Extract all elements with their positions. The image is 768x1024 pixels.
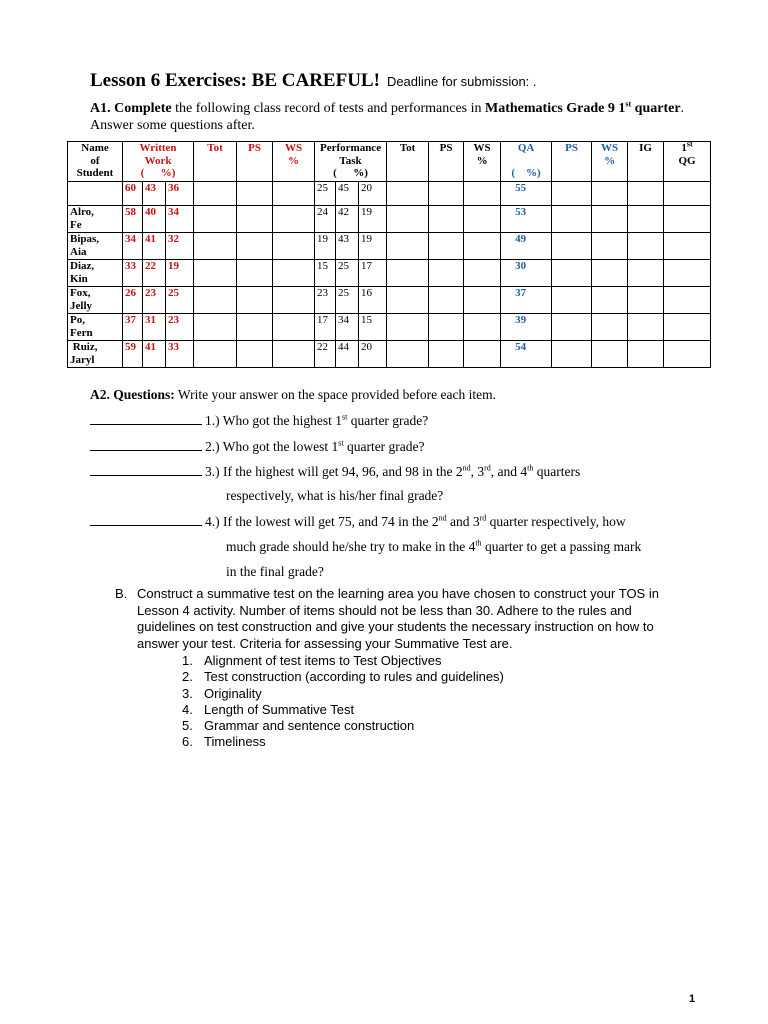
cell-pt: 34 — [336, 314, 359, 341]
question-4: 4.) If the lowest will get 75, and 74 in the 2nd and 3rd quarter respectively, how — [90, 513, 626, 530]
cell-pt: 25 — [336, 287, 359, 314]
part-b-label: B. — [115, 586, 128, 601]
cell-ww: 23 — [143, 287, 166, 314]
a1-quarter: quarter — [634, 101, 681, 116]
cell-empty — [552, 260, 592, 287]
cell-empty — [237, 233, 273, 260]
cell-empty — [273, 314, 315, 341]
cell-empty — [664, 287, 711, 314]
cell-qa: 55 — [501, 182, 552, 206]
cell-empty — [237, 206, 273, 233]
cell-pt: 16 — [359, 287, 387, 314]
cell-ww: 26 — [123, 287, 143, 314]
cell-pt: 22 — [315, 341, 336, 368]
answer-blank-1[interactable] — [90, 412, 202, 425]
list-item: 4. Length of Summative Test — [182, 701, 355, 717]
page-title: Lesson 6 Exercises: BE CAREFUL! — [90, 70, 380, 91]
cell-empty — [464, 314, 501, 341]
cell-ww: 25 — [166, 287, 194, 314]
cell-empty — [429, 341, 464, 368]
header-ps-3: PS — [552, 142, 592, 182]
cell-empty — [592, 287, 628, 314]
part-b — [115, 586, 685, 652]
question-3: 3.) If the highest will get 94, 96, and 98 in the 2nd, 3rd, and 4th quarters — [90, 463, 580, 480]
header-tot: Tot — [194, 142, 237, 182]
cell-empty — [387, 314, 429, 341]
cell-pt: 17 — [315, 314, 336, 341]
a2-heading — [90, 387, 496, 403]
cell-empty — [429, 260, 464, 287]
cell-qa: 37 — [501, 287, 552, 314]
cell-ww: 23 — [166, 314, 194, 341]
cell-empty — [464, 206, 501, 233]
table-row — [68, 260, 711, 287]
cell-empty — [429, 233, 464, 260]
cell-empty — [552, 182, 592, 206]
header-ig: IG — [628, 142, 664, 182]
answer-blank-3[interactable] — [90, 463, 202, 476]
cell-qa: 53 — [501, 206, 552, 233]
list-item: 6. Timeliness — [182, 734, 266, 750]
table-row — [68, 314, 711, 341]
cell-empty — [273, 206, 315, 233]
cell-empty — [237, 260, 273, 287]
cell-empty — [387, 206, 429, 233]
question-3-cont: respectively, what is his/her final grade? — [226, 488, 444, 503]
cell-ww: 33 — [123, 260, 143, 287]
header-qa: QA ( %) — [501, 142, 552, 182]
cell-ww: 58 — [123, 206, 143, 233]
cell-ww: 43 — [143, 182, 166, 206]
question-4-cont-1: much grade should he/she try to make in the 4th quarter to get a passing mark — [226, 538, 642, 554]
header-ws-pct-2: WS % — [464, 142, 501, 182]
table-row — [68, 206, 711, 233]
cell-pt: 42 — [336, 206, 359, 233]
cell-empty — [628, 260, 664, 287]
list-item: 2. Test construction (according to rules and guidelines) — [182, 669, 504, 685]
cell-ww: 32 — [166, 233, 194, 260]
list-item: 1. Alignment of test items to Test Objectives — [182, 653, 442, 668]
cell-empty — [592, 206, 628, 233]
cell-pt: 17 — [359, 260, 387, 287]
table-row-highest — [68, 182, 711, 206]
cell-empty — [273, 341, 315, 368]
cell-ww: 34 — [166, 206, 194, 233]
a2-instruction: Write your answer on the space provided before each item. — [174, 387, 496, 402]
question-2: 2.) Who got the lowest 1st quarter grade? — [90, 438, 425, 455]
cell-ww: 37 — [123, 314, 143, 341]
cell-empty — [552, 287, 592, 314]
cell-empty — [628, 341, 664, 368]
answer-blank-4[interactable] — [90, 513, 202, 526]
cell-empty — [664, 206, 711, 233]
question-4-cont-2: in the final grade? — [226, 564, 324, 579]
list-item: 5. Grammar and sentence construction — [182, 718, 415, 734]
cell-empty — [592, 182, 628, 206]
cell-empty — [464, 341, 501, 368]
cell-empty — [592, 260, 628, 287]
question-1: 1.) Who got the highest 1st quarter grade? — [90, 412, 428, 429]
cell-ww: 19 — [166, 260, 194, 287]
cell-empty — [194, 287, 237, 314]
cell-empty — [628, 287, 664, 314]
answer-blank-2[interactable] — [90, 438, 202, 451]
cell-empty — [194, 206, 237, 233]
cell-empty — [194, 260, 237, 287]
cell-pt: 25 — [336, 260, 359, 287]
title-line — [90, 70, 537, 92]
cell-empty — [429, 206, 464, 233]
header-performance-task: Performance Task ( %) — [315, 142, 387, 182]
cell-empty — [194, 182, 237, 206]
header-ps: PS — [237, 142, 273, 182]
cell-qa: 30 — [501, 260, 552, 287]
cell-empty — [387, 287, 429, 314]
cell-empty — [664, 314, 711, 341]
cell-ww: 34 — [123, 233, 143, 260]
table-header-row — [68, 142, 711, 182]
cell-empty — [552, 314, 592, 341]
header-qg: 1st QG — [664, 142, 711, 182]
cell-pt: 19 — [315, 233, 336, 260]
cell-empty — [628, 314, 664, 341]
header-ws-pct: WS % — [273, 142, 315, 182]
cell-student-name: Fox, Jelly — [68, 287, 123, 314]
a1-subject: Mathematics Grade 9 1 — [485, 101, 626, 116]
cell-pt: 44 — [336, 341, 359, 368]
cell-qa: 54 — [501, 341, 552, 368]
header-name: Name of Student — [68, 142, 123, 182]
cell-ww: 41 — [143, 341, 166, 368]
a2-label: A2. Questions: — [90, 387, 175, 402]
cell-ww: 36 — [166, 182, 194, 206]
cell-pt: 43 — [336, 233, 359, 260]
cell-empty — [628, 206, 664, 233]
table-row — [68, 341, 711, 368]
cell-pt: 25 — [315, 182, 336, 206]
cell-ww: 40 — [143, 206, 166, 233]
cell-student-name: Bipas, Aia — [68, 233, 123, 260]
cell-ww: 22 — [143, 260, 166, 287]
cell-empty — [664, 341, 711, 368]
cell-empty — [237, 341, 273, 368]
class-record-table — [67, 141, 711, 368]
cell-empty — [664, 260, 711, 287]
cell-empty — [273, 260, 315, 287]
cell-student-name: Alro, Fe — [68, 206, 123, 233]
cell-empty — [387, 260, 429, 287]
cell-pt: 24 — [315, 206, 336, 233]
cell-pt: 45 — [336, 182, 359, 206]
cell-empty — [237, 314, 273, 341]
cell-empty — [273, 233, 315, 260]
cell-empty — [387, 182, 429, 206]
cell-ww: 31 — [143, 314, 166, 341]
cell-empty — [194, 233, 237, 260]
a1-instruction — [90, 100, 710, 134]
cell-empty — [628, 233, 664, 260]
cell-empty — [592, 314, 628, 341]
cell-pt: 19 — [359, 206, 387, 233]
cell-pt: 15 — [315, 260, 336, 287]
cell-empty — [273, 287, 315, 314]
cell-qa: 39 — [501, 314, 552, 341]
header-tot-2: Tot — [387, 142, 429, 182]
a1-sup: st — [625, 99, 632, 109]
cell-empty — [552, 341, 592, 368]
cell-empty — [628, 182, 664, 206]
cell-empty — [464, 182, 501, 206]
cell-empty — [664, 233, 711, 260]
cell-ww: 59 — [123, 341, 143, 368]
cell-empty — [387, 341, 429, 368]
page-number: 1 — [689, 993, 696, 1005]
part-b-text: Construct a summative test on the learning area you have chosen to construct your TOS in Lesson 4 activity. Number of items should not be less than 30. Adhere to the rules and guidelines on test construction and give your students the necessary instruction on how to answer your test. Criteria for assessing your Summative Test are. — [137, 586, 659, 651]
cell-empty — [592, 341, 628, 368]
cell-student-name: Diaz, Kin — [68, 260, 123, 287]
cell-empty — [552, 233, 592, 260]
cell-empty — [464, 287, 501, 314]
cell-empty — [664, 182, 711, 206]
cell-pt: 23 — [315, 287, 336, 314]
header-ps-2: PS — [429, 142, 464, 182]
cell-empty — [552, 206, 592, 233]
cell-empty — [429, 287, 464, 314]
cell-empty — [429, 314, 464, 341]
cell-empty — [194, 341, 237, 368]
cell-ww: 60 — [123, 182, 143, 206]
cell-empty — [68, 182, 123, 206]
cell-empty — [194, 314, 237, 341]
cell-empty — [237, 182, 273, 206]
table-row — [68, 287, 711, 314]
cell-empty — [387, 233, 429, 260]
cell-empty — [273, 182, 315, 206]
cell-ww: 41 — [143, 233, 166, 260]
cell-empty — [237, 287, 273, 314]
cell-pt: 15 — [359, 314, 387, 341]
cell-qa: 49 — [501, 233, 552, 260]
cell-pt: 20 — [359, 182, 387, 206]
a1-text: the following class record of tests and performances in — [171, 101, 486, 116]
cell-student-name: Ruiz, Jaryl — [68, 341, 123, 368]
cell-pt: 19 — [359, 233, 387, 260]
cell-ww: 33 — [166, 341, 194, 368]
header-written-work: Written Work ( %) — [123, 142, 194, 182]
criteria-list — [182, 653, 504, 751]
header-ws-pct-3: WS % — [592, 142, 628, 182]
cell-empty — [429, 182, 464, 206]
deadline-text: Deadline for submission: . — [386, 74, 537, 89]
cell-empty — [464, 260, 501, 287]
cell-student-name: Po, Fern — [68, 314, 123, 341]
cell-empty — [464, 233, 501, 260]
a1-label: A1. Complete — [90, 101, 172, 116]
list-item: 3. Originality — [182, 685, 262, 701]
table-row — [68, 233, 711, 260]
cell-empty — [592, 233, 628, 260]
cell-pt: 20 — [359, 341, 387, 368]
a1-text-end: . Answer some questions after. — [90, 101, 685, 133]
